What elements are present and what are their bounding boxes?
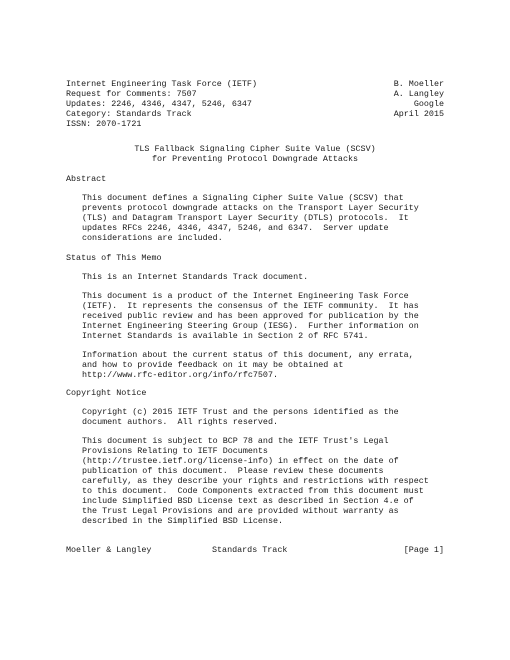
paragraph-line: considerations are included. xyxy=(82,233,223,243)
author-name: B. Moeller xyxy=(393,79,444,89)
paragraph-line: described in the Simplified BSD License. xyxy=(82,516,284,526)
paragraph-line: received public review and has been approved for publication by the xyxy=(82,311,419,321)
paragraph-line: to this document. Code Components extracted from this document must xyxy=(82,486,424,496)
title-line: TLS Fallback Signaling Cipher Suite Value (SCSV) xyxy=(134,144,376,154)
paragraph-line: This document is a product of the Internet Engineering Task Force xyxy=(82,291,409,301)
header-left-line: Category: Standards Track xyxy=(66,109,192,119)
paragraph-line: (IETF). It represents the consensus of the IETF community. It has xyxy=(82,301,419,311)
paragraph-line: (TLS) and Datagram Transport Layer Security (DTLS) protocols. It xyxy=(82,213,409,223)
paragraph-line: the Trust Legal Provisions and are provided without warranty as xyxy=(82,506,399,516)
paragraph-line: updates RFCs 2246, 4346, 4347, 5246, and 6347. Server update xyxy=(82,223,389,233)
organization: Google xyxy=(413,99,444,109)
page-number: [Page 1] xyxy=(403,545,444,555)
header-left-line: Internet Engineering Task Force (IETF) xyxy=(66,79,257,89)
title-line: for Preventing Protocol Downgrade Attacks xyxy=(151,154,359,164)
footer-authors: Moeller & Langley xyxy=(66,545,152,555)
paragraph-line: publication of this document. Please review these documents xyxy=(82,466,384,476)
author-name: A. Langley xyxy=(393,89,444,99)
copyright-heading: Copyright Notice xyxy=(66,388,147,398)
paragraph-line: and how to provide feedback on it may be obtained at xyxy=(82,360,344,370)
paragraph-line: prevents protocol downgrade attacks on the Transport Layer Security xyxy=(82,203,419,213)
paragraph-line: include Simplified BSD License text as described in Section 4.e of xyxy=(82,496,414,506)
paragraph-line: Copyright (c) 2015 IETF Trust and the persons identified as the xyxy=(82,407,399,417)
header-left-line: Updates: 2246, 4346, 4347, 5246, 6347 xyxy=(66,99,252,109)
paragraph-line: Provisions Relating to IETF Documents xyxy=(82,446,268,456)
status-heading: Status of This Memo xyxy=(66,253,162,263)
paragraph-line: carefully, as they describe your rights and restrictions with respect xyxy=(82,476,429,486)
paragraph-line: Internet Standards is available in Section 2 of RFC 5741. xyxy=(82,331,369,341)
paragraph-line: This is an Internet Standards Track document. xyxy=(82,272,309,282)
abstract-heading: Abstract xyxy=(66,174,107,184)
paragraph-line: This document defines a Signaling Cipher Suite Value (SCSV) that xyxy=(82,193,404,203)
paragraph-line: http://www.rfc-editor.org/info/rfc7507. xyxy=(82,370,279,380)
paragraph-line: Internet Engineering Steering Group (IESG). Further information on xyxy=(82,321,419,331)
paragraph-line: (http://trustee.ietf.org/license-info) in effect on the date of xyxy=(82,456,399,466)
paragraph-line: Information about the current status of this document, any errata, xyxy=(82,350,414,360)
footer-category: Standards Track xyxy=(212,545,288,555)
header-left-line: Request for Comments: 7507 xyxy=(66,89,197,99)
header-left-line: ISSN: 2070-1721 xyxy=(66,119,142,129)
publication-date: April 2015 xyxy=(393,109,444,119)
paragraph-line: This document is subject to BCP 78 and the IETF Trust's Legal xyxy=(82,436,389,446)
paragraph-line: document authors. All rights reserved. xyxy=(82,417,279,427)
